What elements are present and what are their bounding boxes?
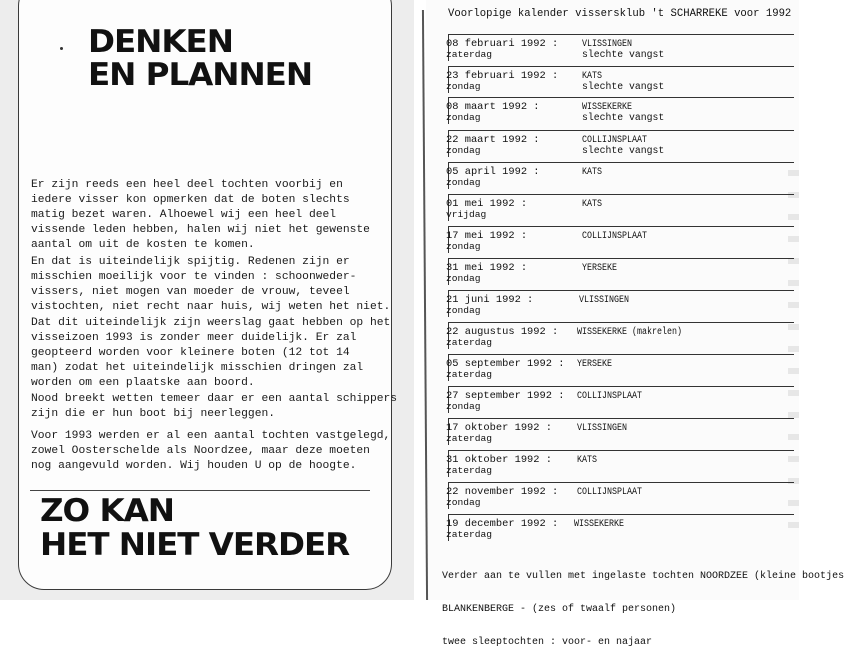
entry-date: 17 oktober 1992 : <box>446 422 553 434</box>
paragraph-5: Voor 1993 werden er al een aantal tochten vastgelegd, zowel Oosterschelde als Noordzee, maar deze moeten nog aangevuld worden. Wij houden U op de hoogte. <box>31 430 391 473</box>
paragraph-4: Nood breekt wetten temeer daar er een aantal schippers zijn die er hun boot bij neerleggen. <box>31 393 398 421</box>
calendar-entry <box>448 130 794 157</box>
entry-place: KATS <box>577 454 598 465</box>
entry-date: 19 december 1992 : <box>446 518 559 530</box>
entry-place: COLLIJNSPLAAT <box>582 134 647 145</box>
calendar-entry <box>448 386 794 413</box>
entry-day: zondag <box>446 241 481 252</box>
left-page <box>0 0 414 600</box>
paragraph-2: En dat is uiteindelijk spijtig. Redenen zijn er misschien moeilijk voor te vinden : schoonweder- vissers, niet mogen van moeder de vrouw, teveel vistochten, niet recht naar huis, wij weten het niet. <box>31 256 391 314</box>
entry-place: COLLIJNSPLAAT <box>577 390 642 401</box>
calendar-entry <box>448 194 794 221</box>
entry-place: VLISSINGEN <box>579 294 629 305</box>
calendar-entry <box>448 66 794 93</box>
entry-date: 08 maart 1992 : <box>446 101 540 113</box>
entry-date: 22 november 1992 : <box>446 486 559 498</box>
closing-title <box>40 494 349 562</box>
entry-day: zaterdag <box>446 465 493 476</box>
calendar-entry <box>448 97 794 124</box>
entry-day: zaterdag <box>446 369 493 380</box>
footer-line-2: BLANKENBERGE - (zes of twaalf personen) <box>442 604 677 615</box>
entry-note: slechte vangst <box>582 81 665 92</box>
calendar-entry <box>448 162 794 189</box>
entry-date: 22 maart 1992 : <box>446 134 540 146</box>
entry-day: zondag <box>446 145 481 156</box>
entry-day: zaterdag <box>446 49 493 60</box>
entry-date: 31 mei 1992 : <box>446 262 528 274</box>
entry-date: 23 februari 1992 : <box>446 70 559 82</box>
entry-date: 05 september 1992 : <box>446 358 565 370</box>
entry-place: YERSEKE <box>582 262 617 273</box>
entry-note: slechte vangst <box>582 49 665 60</box>
calendar-footer <box>442 549 844 670</box>
entry-place: KATS <box>582 198 603 209</box>
entry-place: WISSEKERKE <box>582 101 632 112</box>
paragraph-1: Er zijn reeds een heel deel tochten voorbij en iedere visser kon opmerken dat de boten slechts matig bezet waren. Alhoewel wij een heel deel vissende leden hebben, halen wij niet het gewenste aantal om uit de kosten te komen. <box>31 179 370 252</box>
entry-date: 27 september 1992 : <box>446 390 565 402</box>
title-line-2: EN PLANNEN <box>88 57 313 93</box>
divider <box>30 490 370 491</box>
calendar-entry <box>448 258 794 285</box>
paragraph-3: Dat dit uiteindelijk zijn weerslag gaat hebben op het visseizoen 1993 is zonder meer duidelijk. Er zal geopteerd worden voor kleinere boten (12 tot 14 man) zodat het uiteindelijk misschien dringen zal worden om een plaatske aan boord. <box>31 317 391 390</box>
calendar-entry <box>448 290 794 317</box>
entry-day: zondag <box>446 305 481 316</box>
right-page <box>426 0 844 648</box>
speck <box>60 47 63 50</box>
entry-place: VLISSINGEN <box>582 38 632 49</box>
calendar-entry <box>448 354 794 381</box>
entry-note: slechte vangst <box>582 112 665 123</box>
entry-place: YERSEKE <box>577 358 612 369</box>
calendar-entry <box>448 226 794 253</box>
entry-place: VLISSINGEN <box>577 422 627 433</box>
closing-line-1: ZO KAN <box>40 493 174 529</box>
page-border <box>422 10 428 600</box>
closing-line-2: HET NIET VERDER <box>40 527 350 563</box>
entry-day: vrijdag <box>446 209 487 220</box>
footer-line-3: twee sleeptochten : voor- en najaar <box>442 637 653 648</box>
entry-day: zondag <box>446 497 481 508</box>
entry-day: zondag <box>446 112 481 123</box>
entry-place: WISSEKERKE (makrelen) <box>577 326 682 337</box>
entry-place: KATS <box>582 70 603 81</box>
entry-date: 08 februari 1992 : <box>446 38 559 50</box>
calendar-entry <box>448 450 794 477</box>
entry-day: zondag <box>446 81 481 92</box>
entry-place: COLLIJNSPLAAT <box>577 486 642 497</box>
entry-date: 22 augustus 1992 : <box>446 326 559 338</box>
entry-date: 01 mei 1992 : <box>446 198 528 210</box>
calendar-entry <box>448 418 794 445</box>
entry-day: zondag <box>446 401 481 412</box>
entry-day: zaterdag <box>446 337 493 348</box>
calendar-entry <box>448 514 794 541</box>
calendar-title: Voorlopige kalender vissersklub 't SCHARREKE voor 1992 <box>448 8 792 20</box>
entry-day: zondag <box>446 273 481 284</box>
entry-place: KATS <box>582 166 603 177</box>
entry-day: zaterdag <box>446 433 493 444</box>
entry-place: COLLIJNSPLAAT <box>582 230 647 241</box>
article-title <box>88 26 312 92</box>
entry-date: 31 oktober 1992 : <box>446 454 553 466</box>
entry-date: 21 juni 1992 : <box>446 294 534 306</box>
calendar-entry <box>448 482 794 509</box>
footer-line-1: Verder aan te vullen met ingelaste tochten NOORDZEE (kleine bootjes <box>442 571 844 582</box>
calendar-entry <box>448 322 794 349</box>
title-line-1: DENKEN <box>88 24 233 60</box>
entry-place: WISSEKERKE <box>574 518 624 529</box>
entry-date: 17 mei 1992 : <box>446 230 528 242</box>
entry-day: zondag <box>446 177 481 188</box>
calendar-entry <box>448 34 794 61</box>
entry-date: 05 april 1992 : <box>446 166 540 178</box>
entry-day: zaterdag <box>446 529 493 540</box>
entry-note: slechte vangst <box>582 145 665 156</box>
